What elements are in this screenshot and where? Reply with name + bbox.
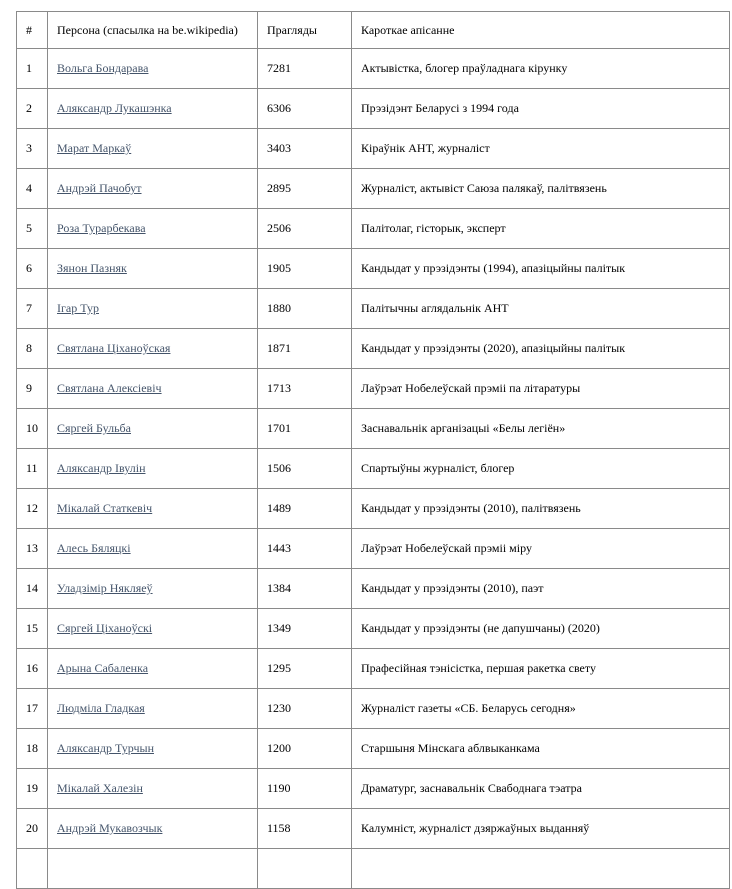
table-row bbox=[17, 649, 730, 689]
person-cell bbox=[48, 689, 258, 729]
person-cell bbox=[48, 329, 258, 369]
description-cell: Лаўрэат Нобелеўскай прэміі па літаратуры bbox=[352, 369, 730, 409]
person-cell bbox=[48, 729, 258, 769]
views-cell: 1384 bbox=[258, 569, 352, 609]
person-link[interactable]: Сяргей Бульба bbox=[57, 421, 131, 435]
person-cell bbox=[48, 49, 258, 89]
persons-table bbox=[16, 11, 730, 889]
views-cell: 1506 bbox=[258, 449, 352, 489]
person-cell bbox=[48, 769, 258, 809]
person-link[interactable]: Алесь Бяляцкі bbox=[57, 541, 131, 555]
person-cell bbox=[48, 649, 258, 689]
table-row bbox=[17, 249, 730, 289]
rank-cell bbox=[17, 849, 48, 889]
rank-cell: 3 bbox=[17, 129, 48, 169]
description-cell: Журналіст газеты «СБ. Беларусь сегодня» bbox=[352, 689, 730, 729]
person-cell bbox=[48, 289, 258, 329]
person-link[interactable]: Мікалай Халезін bbox=[57, 781, 143, 795]
description-cell: Кіраўнік АНТ, журналіст bbox=[352, 129, 730, 169]
table-row bbox=[17, 49, 730, 89]
table-row bbox=[17, 209, 730, 249]
person-link[interactable]: Роза Турарбекава bbox=[57, 221, 146, 235]
views-cell: 2895 bbox=[258, 169, 352, 209]
views-cell bbox=[258, 849, 352, 889]
rank-cell: 11 bbox=[17, 449, 48, 489]
table-row bbox=[17, 809, 730, 849]
person-link[interactable]: Аляксандр Лукашэнка bbox=[57, 101, 172, 115]
views-cell: 1905 bbox=[258, 249, 352, 289]
description-cell: Журналіст, актывіст Саюза палякаў, палітвязень bbox=[352, 169, 730, 209]
person-cell bbox=[48, 449, 258, 489]
column-header-views: Прагляды bbox=[258, 12, 352, 49]
rank-cell: 2 bbox=[17, 89, 48, 129]
person-cell bbox=[48, 489, 258, 529]
rank-cell: 17 bbox=[17, 689, 48, 729]
person-cell bbox=[48, 569, 258, 609]
views-cell: 1200 bbox=[258, 729, 352, 769]
views-cell: 1230 bbox=[258, 689, 352, 729]
table-row bbox=[17, 489, 730, 529]
description-cell: Прафесійная тэнісістка, першая ракетка свету bbox=[352, 649, 730, 689]
rank-cell: 14 bbox=[17, 569, 48, 609]
person-cell bbox=[48, 169, 258, 209]
description-cell: Кандыдат у прэзідэнты (2020), апазіцыйны палітык bbox=[352, 329, 730, 369]
person-link[interactable]: Святлана Алексіевіч bbox=[57, 381, 162, 395]
table-row bbox=[17, 569, 730, 609]
person-cell bbox=[48, 529, 258, 569]
table-row bbox=[17, 129, 730, 169]
person-cell bbox=[48, 809, 258, 849]
views-cell: 1871 bbox=[258, 329, 352, 369]
rank-cell: 19 bbox=[17, 769, 48, 809]
description-cell: Кандыдат у прэзідэнты (2010), паэт bbox=[352, 569, 730, 609]
description-cell: Кандыдат у прэзідэнты (2010), палітвязень bbox=[352, 489, 730, 529]
table-row bbox=[17, 289, 730, 329]
table-row bbox=[17, 529, 730, 569]
table-row bbox=[17, 449, 730, 489]
person-cell bbox=[48, 129, 258, 169]
description-cell bbox=[352, 849, 730, 889]
views-cell: 6306 bbox=[258, 89, 352, 129]
rank-cell: 1 bbox=[17, 49, 48, 89]
rank-cell: 12 bbox=[17, 489, 48, 529]
rank-cell: 18 bbox=[17, 729, 48, 769]
person-cell bbox=[48, 369, 258, 409]
rank-cell: 10 bbox=[17, 409, 48, 449]
person-link[interactable]: Мікалай Статкевіч bbox=[57, 501, 153, 515]
description-cell: Прэзідэнт Беларусі з 1994 года bbox=[352, 89, 730, 129]
description-cell: Кандыдат у прэзідэнты (1994), апазіцыйны палітык bbox=[352, 249, 730, 289]
rank-cell: 4 bbox=[17, 169, 48, 209]
table-row bbox=[17, 169, 730, 209]
person-link[interactable]: Вольга Бондарава bbox=[57, 61, 149, 75]
person-cell bbox=[48, 89, 258, 129]
rank-cell: 16 bbox=[17, 649, 48, 689]
partial-row bbox=[17, 849, 730, 889]
person-link[interactable]: Зянон Пазняк bbox=[57, 261, 127, 275]
person-link[interactable]: Святлана Ціханоўская bbox=[57, 341, 171, 355]
column-header-rank: # bbox=[17, 12, 48, 49]
rank-cell: 8 bbox=[17, 329, 48, 369]
views-cell: 1158 bbox=[258, 809, 352, 849]
person-link[interactable]: Уладзімір Някляеў bbox=[57, 581, 153, 595]
person-cell bbox=[48, 209, 258, 249]
table-row bbox=[17, 769, 730, 809]
person-link[interactable]: Сяргей Ціханоўскі bbox=[57, 621, 153, 635]
table-row bbox=[17, 409, 730, 449]
views-cell: 1713 bbox=[258, 369, 352, 409]
person-link[interactable]: Арына Сабаленка bbox=[57, 661, 149, 675]
table-row bbox=[17, 689, 730, 729]
person-link[interactable]: Людміла Гладкая bbox=[57, 701, 145, 715]
person-link[interactable]: Аляксандр Івулін bbox=[57, 461, 146, 475]
views-cell: 1880 bbox=[258, 289, 352, 329]
views-cell: 1190 bbox=[258, 769, 352, 809]
table-row bbox=[17, 329, 730, 369]
rank-cell: 13 bbox=[17, 529, 48, 569]
description-cell: Драматург, заснавальнік Свабоднага тэатра bbox=[352, 769, 730, 809]
description-cell: Заснавальнік арганізацыі «Белы легіён» bbox=[352, 409, 730, 449]
header-row bbox=[17, 12, 730, 49]
person-link[interactable]: Андрэй Пачобут bbox=[57, 181, 142, 195]
column-header-description: Кароткае апісанне bbox=[352, 12, 730, 49]
description-cell: Лаўрэат Нобелеўскай прэміі міру bbox=[352, 529, 730, 569]
views-cell: 7281 bbox=[258, 49, 352, 89]
views-cell: 1701 bbox=[258, 409, 352, 449]
views-cell: 1489 bbox=[258, 489, 352, 529]
rank-cell: 15 bbox=[17, 609, 48, 649]
views-cell: 1349 bbox=[258, 609, 352, 649]
person-link[interactable]: Ігар Тур bbox=[57, 301, 99, 315]
person-link[interactable]: Марат Маркаў bbox=[57, 141, 132, 155]
table-row bbox=[17, 729, 730, 769]
views-cell: 1443 bbox=[258, 529, 352, 569]
description-cell: Палітычны аглядальнік АНТ bbox=[352, 289, 730, 329]
rank-cell: 20 bbox=[17, 809, 48, 849]
rank-cell: 7 bbox=[17, 289, 48, 329]
table-row bbox=[17, 609, 730, 649]
person-link[interactable]: Андрэй Мукавозчык bbox=[57, 821, 163, 835]
column-header-person: Персона (спасылка на be.wikipedia) bbox=[48, 12, 258, 49]
person-cell bbox=[48, 609, 258, 649]
person-link[interactable]: Аляксандр Турчын bbox=[57, 741, 154, 755]
rank-cell: 9 bbox=[17, 369, 48, 409]
table-row bbox=[17, 89, 730, 129]
rank-cell: 6 bbox=[17, 249, 48, 289]
views-cell: 1295 bbox=[258, 649, 352, 689]
views-cell: 2506 bbox=[258, 209, 352, 249]
person-cell bbox=[48, 249, 258, 289]
person-cell bbox=[48, 409, 258, 449]
description-cell: Старшыня Мінскага аблвыканкама bbox=[352, 729, 730, 769]
views-cell: 3403 bbox=[258, 129, 352, 169]
description-cell: Палітолаг, гісторык, эксперт bbox=[352, 209, 730, 249]
description-cell: Спартыўны журналіст, блогер bbox=[352, 449, 730, 489]
description-cell: Калумніст, журналіст дзяржаўных выданняў bbox=[352, 809, 730, 849]
rank-cell: 5 bbox=[17, 209, 48, 249]
description-cell: Кандыдат у прэзідэнты (не дапушчаны) (2020) bbox=[352, 609, 730, 649]
description-cell: Актывістка, блогер праўладнага кірунку bbox=[352, 49, 730, 89]
person-cell bbox=[48, 849, 258, 889]
table-row bbox=[17, 369, 730, 409]
